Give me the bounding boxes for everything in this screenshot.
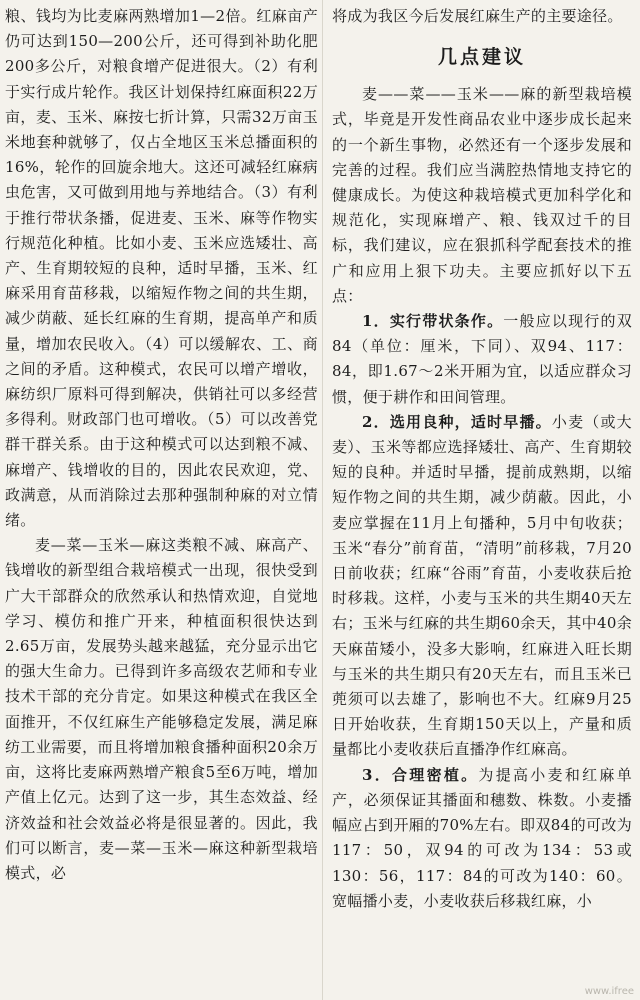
suggestion-1-text: 一般应以现行的双84（单位：厘米，下同）、双94、117：84，即1.67～2米开厢为宜，以适应群众习惯，便于耕作和田间管理。 bbox=[332, 312, 633, 406]
suggestion-3-title: 3．合理密植。 bbox=[362, 765, 479, 784]
left-paragraph-2: 麦—菜—玉米—麻这类粮不减、麻高产、钱增收的新型组合栽培模式一出现，很快受到广大干部群众的欣然承认和热情欢迎，自觉地学习、模仿和推广开来，种植面积很快达到2.65万亩，发展势头越来越猛，充分显示出它的强大生命力。已得到许多高级农艺师和专业技术干部的充分肯定。如果这种模式在我区全面推开，不仅红麻生产能够稳定发展，满足麻纺工业需要，而且将增加粮食播种面积20余万亩，这将比麦麻两熟增产粮食5至6万吨，增加产值上亿元。达到了这一步，其生态效益、经济效益和社会效益必将是很显著的。因此，我们可以断言，麦—菜—玉米—麻这种新型栽培模式，必 bbox=[5, 536, 318, 882]
suggestion-item-1 bbox=[332, 309, 632, 410]
suggestion-1-title: 1．实行带状条作。 bbox=[362, 312, 504, 331]
suggestion-2-text: 小麦（或大麦）、玉米等都应选择矮壮、高产、生育期较短的良种。并适时早播，提前成熟期，以缩短作物之间的共生期，减少荫蔽。因此，小麦应掌握在11月上旬播种，5月中旬收获；玉米“春分”前育苗，“清明”前移栽，7月20日前收获；红麻“谷雨”育苗，小麦收获后抢时移栽。这样，小麦与玉米的共生期40天左右；玉米与红麻的共生期60余天，其中40余天麻苗矮小，没多大影响，红麻进入旺长期与玉米的共生期只有20天左右，而且玉米已蔸须可以去雄了，影响也不大。红麻9月25日开始收获，生育期150天以上，产量和质量都比小麦收获后直播净作红麻高。 bbox=[332, 412, 632, 759]
suggestions-intro: 麦——菜——玉米——麻的新型栽培模式，毕竟是开发性商品农业中逐步成长起来的一个新生事物，必然还有一个逐步发展和完善的过程。我们应当满腔热情地支持它的健康成长。为使这种栽培模式更加科学化和规范化，实现麻增产、粮、钱双过千的目标，我们建议，应在狠抓科学配套技术的推广和应用上狠下功夫。主要应抓好以下五点： bbox=[332, 85, 632, 305]
right-paragraph-continued: 将成为我区今后发展红麻生产的主要途径。 bbox=[332, 7, 623, 25]
section-title: 几点建议 bbox=[437, 46, 526, 69]
watermark: www.ifree bbox=[584, 986, 634, 997]
suggestion-item-3 bbox=[332, 763, 632, 914]
left-paragraph-1: 粮、钱均为比麦麻两熟增加1—2倍。红麻亩产仍可达到150—200公斤，还可得到补助化肥200多公斤，对粮食增产促进很大。（2）有利于实行成片轮作。我区计划保持红麻面积22万亩，麦、玉米、麻按七折计算，只需32万亩玉米地套种就够了，仅占全地区玉米总播面积的16%，轮作的回旋余地大。这还可减轻红麻病虫危害，又可做到用地与养地结合。（3）有利于推行带状条播，促进麦、玉米、麻等作物实行规范化种植。比如小麦、玉米应选矮壮、高产、生育期较短的良种，适时早播，玉米、红麻采用育苗移栽，以缩短作物之间的共生期，减少荫蔽、延长红麻的生育期，提高单产和质量，增加农民收入。（4）可以缓解农、工、商之间的矛盾。这种模式，农民可以增产增收，麻纺织厂原料可得到解决，供销社可以多经营多得利。财政部门也可增收。（5）可以改善党群干群关系。由于这种模式可以达到粮不减、麻增产、钱增收的目的，因此农民欢迎，党、政满意，从而消除过去那种强制种麻的对立情绪。 bbox=[5, 7, 318, 530]
left-column bbox=[5, 4, 318, 886]
right-column bbox=[332, 4, 632, 914]
suggestion-2-title: 2．选用良种，适时早播。 bbox=[362, 412, 552, 431]
suggestion-item-2 bbox=[332, 410, 632, 763]
suggestion-3-text: 为提高小麦和红麻单产，必须保证其播面和穗数、株数。小麦播幅应占到开厢的70%左右。即双84的可改为117：50，双94的可改为134：53或130：56，117：84的可改为140：60。宽幅播小麦，小麦收获后移栽红麻，小 bbox=[332, 765, 632, 910]
column-divider bbox=[322, 0, 323, 1000]
